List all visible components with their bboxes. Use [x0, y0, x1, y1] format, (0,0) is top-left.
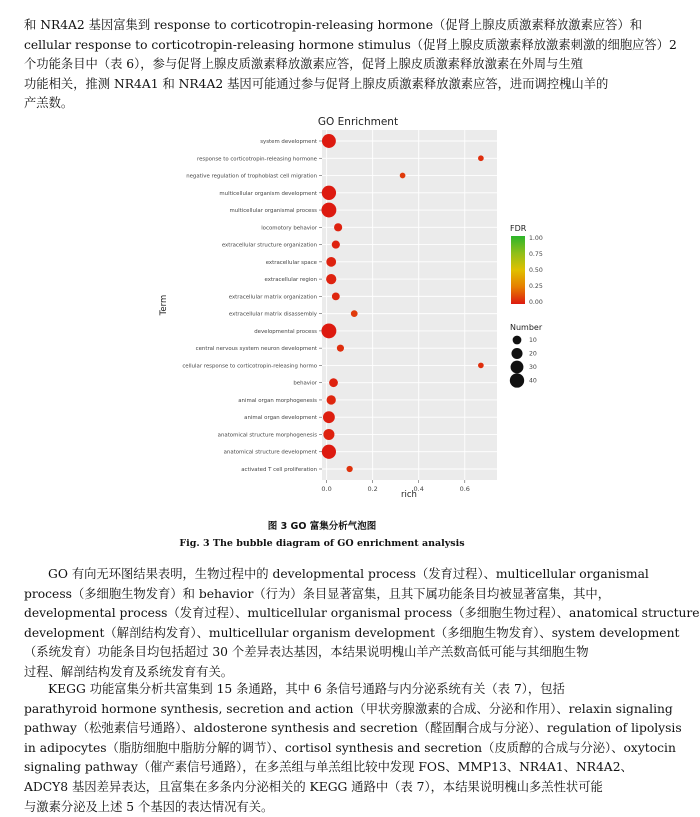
x-tick-labels — [321, 480, 470, 493]
term-label: central nervous system neuron development — [195, 346, 317, 353]
bubble-point — [322, 445, 336, 459]
bubble-point — [400, 173, 406, 179]
text-line: process（多细胞生物发育）和 behavior（行为）条目显著富集，且其下属功能条目均被显著富集，其中， — [24, 586, 610, 601]
x-tick-label: 0.2 — [367, 485, 378, 493]
term-label: anatomical structure development — [223, 449, 317, 456]
bubble-point — [321, 323, 336, 338]
paragraph-middle — [24, 565, 700, 683]
term-labels — [182, 139, 322, 473]
number-legend-bubble — [511, 348, 522, 359]
number-legend-label: 40 — [529, 377, 537, 385]
term-label: extracellular matrix disassembly — [228, 311, 317, 318]
y-axis-label: Term — [159, 294, 169, 316]
text-line: 过程、解剖结构发育及系统发育有关。 — [24, 664, 234, 679]
bubble-point — [347, 466, 353, 472]
fdr-tick-label: 0.75 — [529, 251, 543, 258]
term-label: multicellular organism development — [219, 190, 317, 197]
bubble-point — [326, 257, 336, 267]
fdr-tick-label: 1.00 — [529, 235, 543, 242]
text-line: 产羔数。 — [24, 96, 74, 111]
term-label: extracellular region — [264, 277, 317, 284]
text-line: signaling pathway（催产素信号通路），在多羔组与单羔组比较中发现 FOS、MMP13、NR4A1、NR4A2、 — [24, 760, 633, 775]
paragraph-bottom — [24, 680, 682, 817]
x-tick-label: 0.0 — [321, 485, 332, 493]
x-axis-label: rich — [401, 490, 417, 500]
term-label: negative regulation of trophoblast cell migration — [186, 173, 317, 180]
fdr-tick-label: 0.00 — [529, 299, 543, 306]
bubble-point — [334, 223, 342, 231]
text-line: 和 NR4A2 基因富集到 response to corticotropin-releasing hormone（促肾上腺皮质激素释放激素应答）和 — [24, 18, 643, 32]
text-line: ADCY8 基因差异表达，且富集在多条内分泌相关的 KEGG 通路中（表 7），本结果说明槐山多羔性状可能 — [24, 779, 603, 794]
figure-caption-cn: 图 3 GO 富集分析气泡图 — [267, 521, 377, 532]
bubble-point — [478, 363, 484, 369]
text-line: 个功能条目中（表 6），参与促肾上腺皮质激素释放激素应答，促肾上腺皮质激素释放激素在外周与生殖 — [24, 57, 583, 72]
number-legend-label: 10 — [529, 337, 537, 345]
bubble-point — [329, 378, 338, 387]
plot-panel — [322, 130, 497, 480]
number-legend-bubble — [510, 373, 524, 387]
x-tick-label: 0.4 — [413, 485, 424, 493]
term-label: extracellular space — [265, 259, 317, 266]
number-legend-label: 20 — [529, 350, 537, 358]
chart-title: GO Enrichment — [317, 116, 399, 128]
text-line: 与激素分泌及上述 5 个基因的表达情况有关。 — [24, 799, 274, 814]
bubble-point — [326, 274, 336, 284]
number-legend-label: 30 — [529, 364, 537, 372]
text-line: cellular response to corticotropin-releasing hormone stimulus（促肾上腺皮质激素释放激素刺激的细胞应答）2 — [24, 37, 677, 52]
term-label: multicellular organismal process — [229, 208, 317, 215]
number-legend-bubble — [513, 336, 522, 345]
bubble-point — [321, 203, 336, 218]
number-legend-bubble — [511, 361, 524, 374]
text-line: development（解剖结构发育）、multicellular organism development（多细胞生物发育）、system development — [24, 625, 680, 640]
fdr-legend — [510, 224, 543, 306]
bubble-point — [332, 292, 340, 300]
fdr-legend-title: FDR — [510, 224, 527, 233]
term-label: response to corticotropin-releasing hormone — [197, 156, 317, 163]
term-label: extracellular structure organization — [221, 242, 317, 249]
number-legend — [510, 323, 543, 388]
term-label: extracellular matrix organization — [228, 294, 317, 301]
bubble-point — [337, 345, 344, 352]
term-label: animal organ development — [244, 415, 317, 422]
term-label: animal organ morphogenesis — [238, 397, 317, 404]
term-label: behavior — [293, 380, 317, 387]
text-line: KEGG 功能富集分析共富集到 15 条通路，其中 6 条信号通路与内分泌系统有关（表 7），包括 — [48, 682, 565, 696]
bubble-point — [478, 155, 484, 161]
bubble-point — [327, 395, 336, 404]
bubble-point — [332, 240, 340, 248]
text-line: pathway（松弛素信号通路）、aldosterone synthesis and secretion（醛固酮合成与分泌）、regulation of lipolysis — [24, 721, 682, 736]
text-line: developmental process（发育过程）、multicellular organismal process（多细胞生物过程）、anatomical structure — [24, 606, 700, 621]
bubble-point — [323, 429, 334, 440]
figure-caption-en: Fig. 3 The bubble diagram of GO enrichment analysis — [179, 538, 465, 549]
bubble-point — [322, 186, 336, 200]
number-legend-title: Number — [510, 323, 543, 332]
fdr-colorbar — [511, 236, 525, 304]
text-line: in adipocytes（脂肪细胞中脂肪分解的调节）、cortisol synthesis and secretion（皮质醇的合成与分泌）、oxytocin — [24, 740, 676, 755]
bubble-point — [351, 310, 358, 317]
text-line: 功能相关，推测 NR4A1 和 NR4A2 基因可能通过参与促肾上腺皮质激素释放激素应答，进而调控槐山羊的 — [24, 76, 609, 91]
fdr-tick-label: 0.50 — [529, 267, 543, 274]
term-label: anatomical structure morphogenesis — [217, 432, 317, 439]
text-line: parathyroid hormone synthesis, secretion and action（甲状旁腺激素的合成、分泌和作用）、relaxin signaling — [24, 701, 673, 716]
term-label: cellular response to corticotropin-releasing hormo — [182, 363, 317, 370]
term-label: locomotory behavior — [261, 225, 317, 232]
text-line: GO 有向无环图结果表明，生物过程中的 developmental process（发育过程）、multicellular organismal — [48, 567, 649, 581]
x-tick-label: 0.6 — [459, 485, 470, 493]
paragraph-top — [24, 16, 677, 114]
bubble-point — [323, 411, 335, 423]
text-line: （系统发育）功能条目均包括超过 30 个差异表达基因，本结果说明槐山羊产羔数高低可能与其细胞生物 — [24, 645, 589, 660]
term-label: activated T cell proliferation — [241, 467, 317, 473]
term-label: system development — [260, 139, 317, 145]
fdr-tick-label: 0.25 — [529, 283, 543, 290]
bubble-point — [322, 134, 336, 148]
term-label: developmental process — [254, 328, 317, 335]
